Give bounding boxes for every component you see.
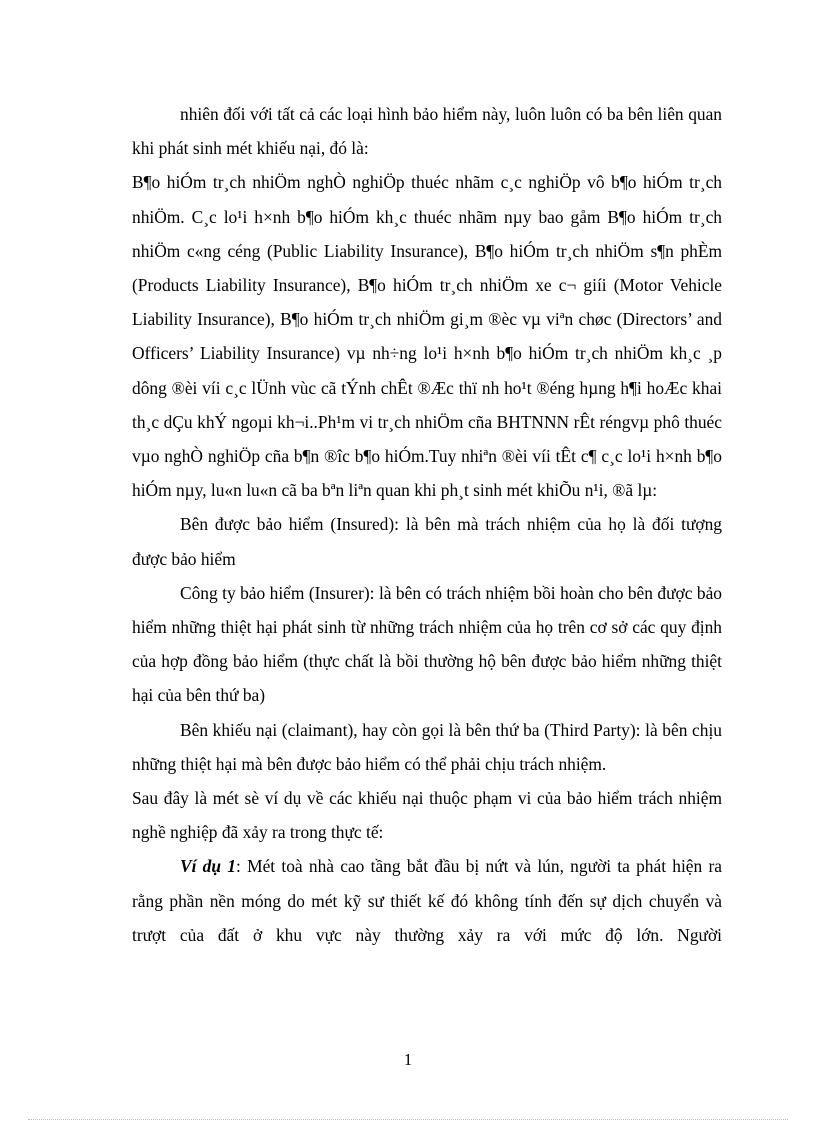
example-text: : Mét toà nhà cao tầng bắt đầu bị nứt và lún, người ta phát hiện ra rằng phần nền móng do mét kỹ sư thiết kế đó không tính đến sự dịch chuyển và trượt của đất ở khu vực này thường xảy ra với mức độ lớn. Người <box>132 856 722 945</box>
example-label: Ví dụ 1 <box>180 856 237 877</box>
paragraph-examples-intro: Sau đây là mét sè ví dụ về các khiếu nại thuộc phạm vi của bảo hiểm trách nhiệm nghề nghiệp đã xảy ra trong thực tế: <box>132 788 722 843</box>
page-bottom-divider <box>28 1119 788 1120</box>
paragraph-insured: Bên được bảo hiểm (Insured): là bên mà trách nhiệm của họ là đối tượng được bảo hiểm <box>132 514 722 569</box>
page-number: 1 <box>403 1050 413 1069</box>
paragraph-legacy-font: B¶o hiÓm tr¸ch nhiÖm nghÒ nghiÖp thuéc nhãm c¸c nghiÖp vô b¶o hiÓm tr¸ch nhiÖm. C¸c lo¹i h×nh b¶o hiÓm kh¸c thuéc nhãm nµy bao gåm B¶o hiÓm tr¸ch nhiÖm c«ng céng (Public Liability Insurance), B¶o hiÓm tr¸ch nhiÖm s¶n phÈm (Products Liability Insurance), B¶o hiÓm tr¸ch nhiÖm xe c¬ giíi (Motor Vehicle Liability Insurance), B¶o hiÓm tr¸ch nhiÖm gi¸m ®èc vµ viªn chøc (Directors’ and Officers’ Liability Insurance) vµ nh÷ng lo¹i h×nh b¶o hiÓm tr¸ch nhiÖm kh¸c ¸p dông ®èi víi c¸c lÜnh vùc cã tÝnh chÊt ®Æc thï nh ho¹t ®éng hµng h¶i hoÆc khai th¸c dÇu khÝ ngoµi kh¬i..Ph¹m vi tr¸ch nhiÖm cña BHTNNN rÊt réngvµ phô thuéc vµo nghÒ nghiÖp cña b¶n ®îc b¶o hiÓm.Tuy nhiªn ®èi víi tÊt c¶ c¸c lo¹i h×nh b¶o hiÓm nµy, lu«n lu«n cã ba bªn liªn quan khi ph¸t sinh mét khiÕu n¹i, ®ã lµ: <box>132 172 722 501</box>
paragraph-claimant: Bên khiếu nại (claimant), hay còn gọi là bên thứ ba (Third Party): là bên chịu những thiệt hại mà bên được bảo hiểm có thể phải chịu trách nhiệm. <box>132 719 722 774</box>
body-text <box>132 97 722 952</box>
paragraph-example-1 <box>132 849 722 952</box>
paragraph-insurer: Công ty bảo hiểm (Insurer): là bên có trách nhiệm bồi hoàn cho bên được bảo hiểm những thiệt hại phát sinh từ những trách nhiệm của họ trên cơ sở các quy định của hợp đồng bảo hiểm (thực chất là bồi thường hộ bên được bảo hiểm những thiệt hại của bên thứ ba) <box>132 582 722 706</box>
paragraph-intro: nhiên đối với tất cả các loại hình bảo hiểm này, luôn luôn có ba bên liên quan khi phát sinh mét khiếu nại, đó là: <box>132 104 722 159</box>
